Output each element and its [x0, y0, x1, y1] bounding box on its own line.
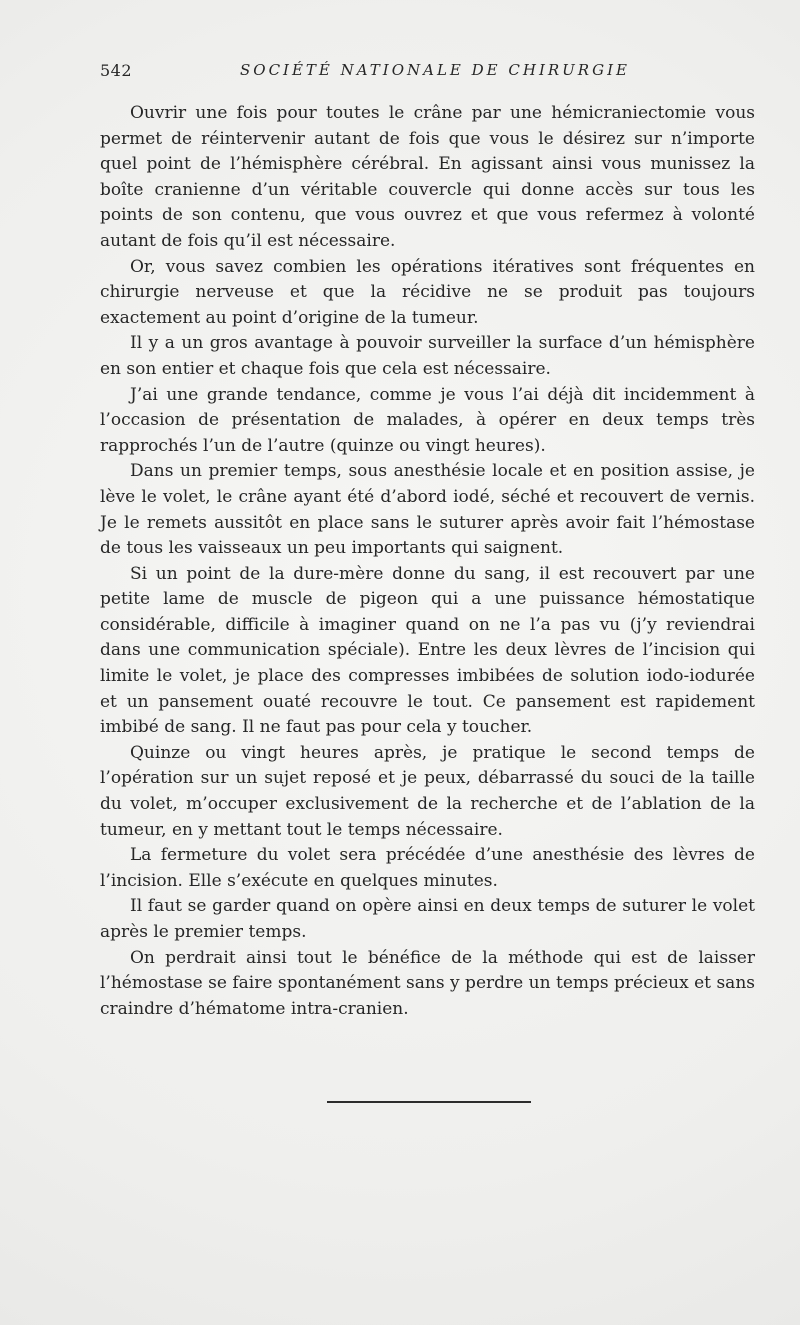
- paragraph: Il faut se garder quand on opère ainsi en deux temps de suturer le volet après le premier temps.: [100, 896, 755, 942]
- paragraph: J’ai une grande tendance, comme je vous l’ai déjà dit incidemment à l’occasion de présentation de malades, à opérer en deux temps très rapprochés l’un de l’autre (quinze ou vingt heures).: [100, 384, 755, 456]
- paragraph: Ouvrir une fois pour toutes le crâne par une hémicraniectomie vous permet de réintervenir autant de fois que vous le désirez sur n’importe quel point de l’hémisphère cérébral. En agissant ainsi vous munissez la boîte cranienne d’un véritable couvercle qui donne accès sur tous les points de son contenu, que vous ouvrez et que vous refermez à volonté autant de fois qu’il est nécessaire.: [100, 103, 755, 251]
- running-head: SOCIÉTÉ NATIONALE DE CHIRURGIE: [240, 61, 630, 79]
- page-header: [100, 61, 700, 85]
- end-rule: [327, 1101, 531, 1103]
- paragraph: Or, vous savez combien les opérations itératives sont fréquentes en chirurgie nerveuse et que la récidive ne se produit pas toujours exactement au point d’origine de la tumeur.: [100, 256, 755, 328]
- paragraph: La fermeture du volet sera précédée d’une anesthésie des lèvres de l’incision. Elle s’exécute en quelques minutes.: [100, 845, 755, 891]
- paragraph: On perdrait ainsi tout le bénéfice de la méthode qui est de laisser l’hémostase se faire spontanément sans y perdre un temps précieux et sans craindre d’hématome intra-cranien.: [100, 947, 755, 1019]
- paragraph: Si un point de la dure-mère donne du sang, il est recouvert par une petite lame de muscle de pigeon qui a une puissance hémostatique considérable, difficile à imaginer quand on ne l’a pas vu (j’y reviendrai dans une communication spéciale). Entre les deux lèvres de l’incision qui limite le volet, je place des compresses imbibées de solution iodo-iodurée et un pansement ouaté recouvre le tout. Ce pansement est rapidement imbibé de sang. Il ne faut pas pour cela y toucher.: [100, 563, 755, 738]
- body-text: [100, 101, 755, 1022]
- paragraph: Il y a un gros avantage à pouvoir surveiller la surface d’un hémisphère en son entier et chaque fois que cela est nécessaire.: [100, 333, 755, 379]
- page-number: 542: [100, 61, 133, 80]
- paragraph: Dans un premier temps, sous anesthésie locale et en position assise, je lève le volet, le crâne ayant été d’abord iodé, séché et recouvert de vernis. Je le remets aussitôt en place sans le suturer après avoir fait l’hémostase de tous les vaisseaux un peu importants qui saignent.: [100, 461, 755, 559]
- paragraph: Quinze ou vingt heures après, je pratique le second temps de l’opération sur un sujet reposé et je peux, débarrassé du souci de la taille du volet, m’occuper exclusivement de la recherche et de l’ablation de la tumeur, en y mettant tout le temps nécessaire.: [100, 742, 755, 840]
